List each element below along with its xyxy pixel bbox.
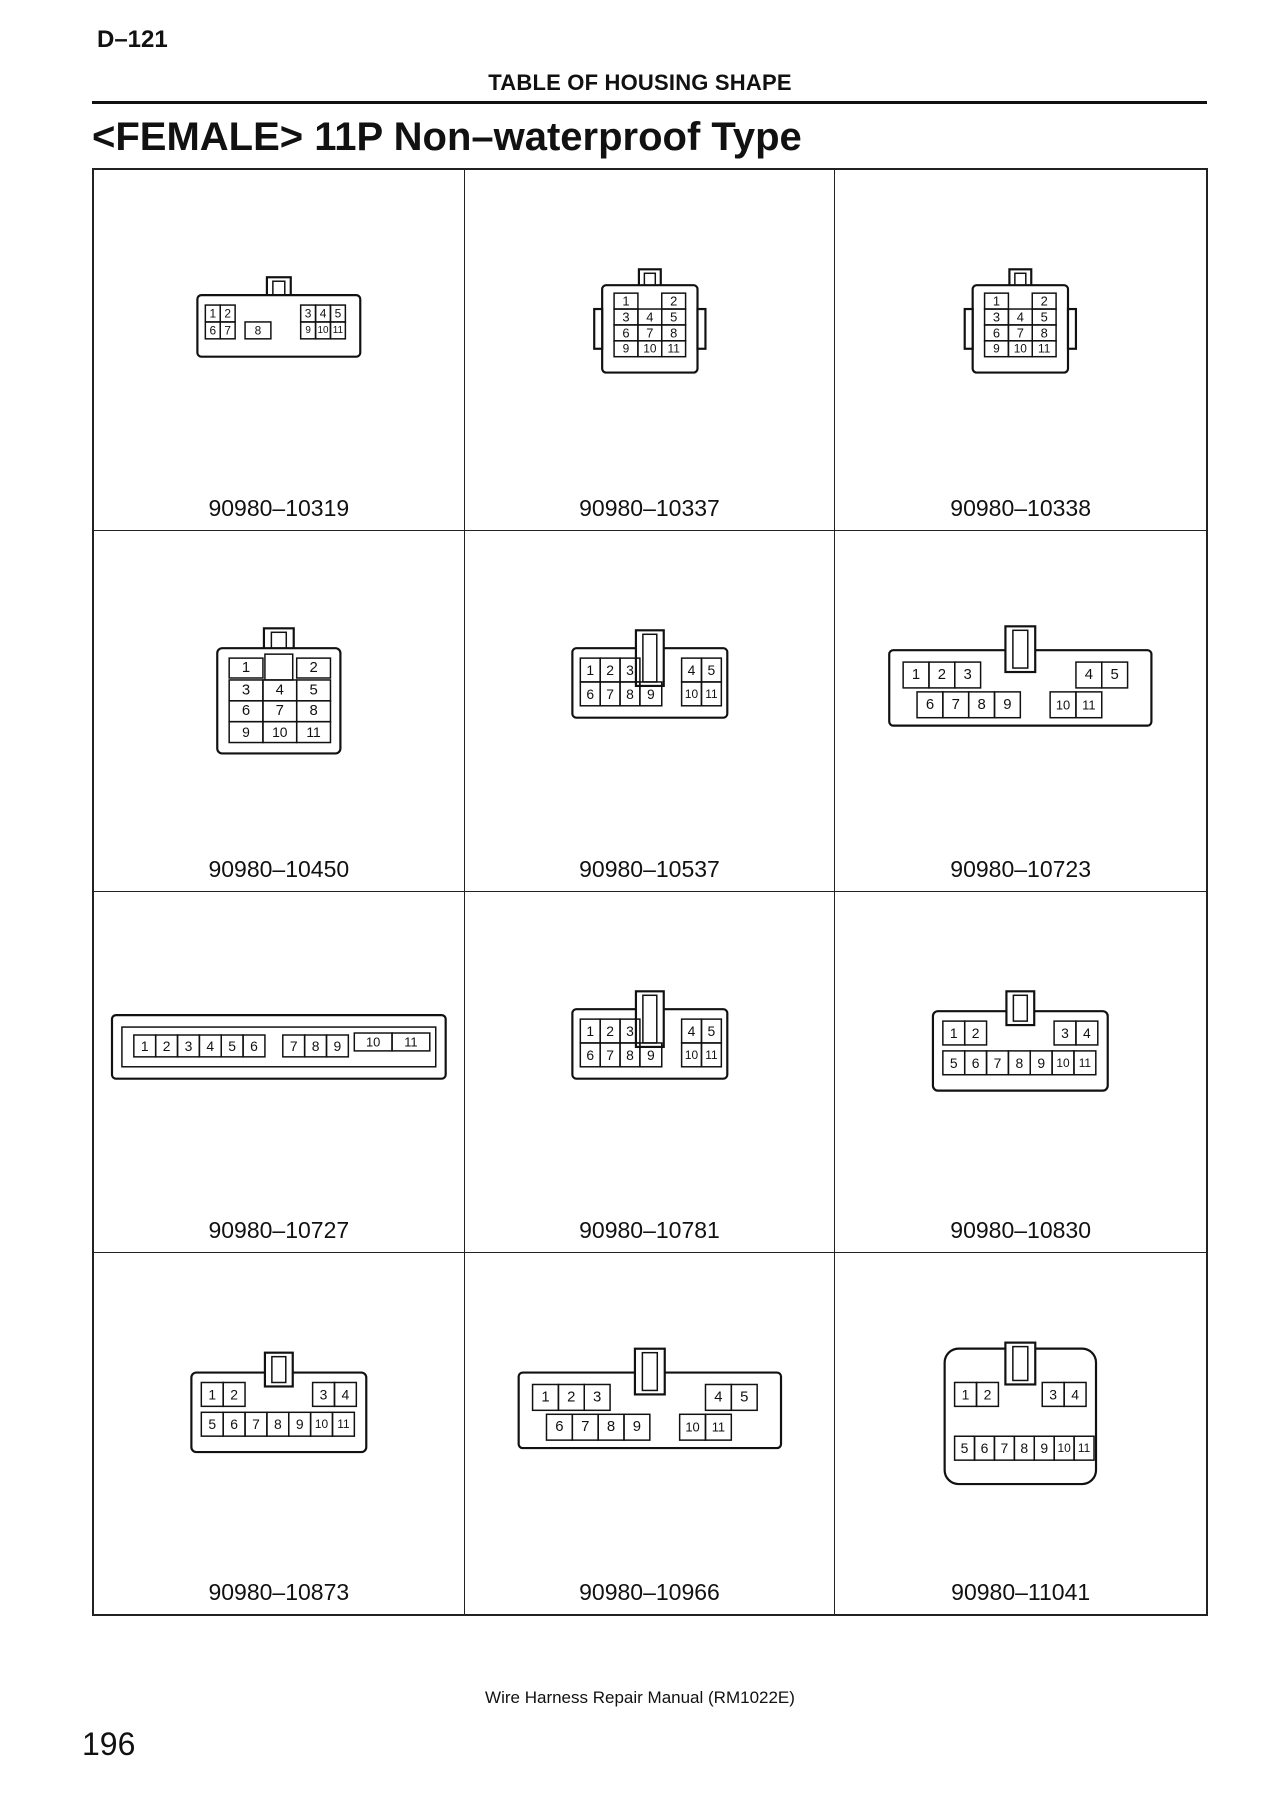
pin-label: 7 xyxy=(275,703,284,720)
pin-label: 1 xyxy=(993,293,1001,309)
connector-diagram-10337 xyxy=(465,170,835,458)
connector-cell-10873 xyxy=(94,1253,465,1614)
pin-label: 4 xyxy=(319,306,327,321)
pin-label: 8 xyxy=(606,1419,615,1436)
pin-label: 10 xyxy=(642,341,657,356)
pin-label: 7 xyxy=(1017,325,1025,341)
pin-label: 3 xyxy=(241,682,251,699)
pin-label: 2 xyxy=(938,667,947,683)
pin-label: 11 xyxy=(711,1419,725,1435)
pin-label: 5 xyxy=(1110,667,1120,683)
connector-diagram-11041 xyxy=(835,1253,1206,1542)
pin-label: 7 xyxy=(224,323,231,338)
connector-cell-10723 xyxy=(835,531,1206,892)
side-rib xyxy=(697,309,705,349)
pin-label: 6 xyxy=(993,325,1001,341)
page-title: <FEMALE> 11P Non–waterproof Type xyxy=(92,115,802,159)
pin-label: 7 xyxy=(580,1419,590,1436)
pin-label: 8 xyxy=(977,696,987,713)
part-number: 90980–10337 xyxy=(579,495,720,521)
lock-tab xyxy=(1007,991,1035,1025)
connector-diagram-10338 xyxy=(835,170,1206,458)
part-number: 90980–10873 xyxy=(208,1579,350,1605)
pin-label: 2 xyxy=(972,1025,980,1042)
pin-label: 5 xyxy=(669,309,677,325)
pin-label: 10 xyxy=(685,1419,700,1435)
pin-label: 7 xyxy=(252,1416,260,1433)
connector-cell-10727 xyxy=(94,892,465,1253)
pin-label: 4 xyxy=(687,662,696,679)
pin-label: 3 xyxy=(319,1386,328,1403)
side-rib xyxy=(965,309,973,349)
pin-label: 8 xyxy=(311,1037,320,1054)
pin-label: 9 xyxy=(1040,1440,1049,1457)
pin-label: 6 xyxy=(622,325,630,341)
part-number: 90980–10727 xyxy=(208,1217,350,1243)
connector-diagram-10727 xyxy=(94,892,464,1180)
pin-label: 1 xyxy=(140,1037,149,1054)
pin-label: 11 xyxy=(1082,697,1096,713)
pin-label: 1 xyxy=(208,1386,217,1403)
pin-label: 7 xyxy=(605,1046,614,1063)
pin-label: 2 xyxy=(669,293,677,309)
pin-label: 1 xyxy=(586,1023,594,1040)
pin-label: 10 xyxy=(684,1047,698,1062)
pin-label: 4 xyxy=(1083,1025,1092,1042)
pin-label: 5 xyxy=(228,1037,237,1054)
pin-label: 2 xyxy=(1040,293,1049,309)
page-number: 196 xyxy=(82,1726,136,1762)
connector-diagram-10723 xyxy=(835,531,1206,819)
pin-label: 5 xyxy=(309,682,318,699)
pin-label: 9 xyxy=(295,1416,304,1433)
pin-label: 10 xyxy=(314,1417,329,1432)
pin-label: 1 xyxy=(241,660,251,677)
connector-cell-11041 xyxy=(835,1253,1206,1614)
pin-label: 8 xyxy=(1015,1054,1024,1071)
pin-label: 1 xyxy=(622,293,630,309)
part-number: 90980–10450 xyxy=(208,856,350,882)
pin-label: 3 xyxy=(622,309,630,325)
pin-label: 8 xyxy=(254,323,262,338)
part-number: 90980–10966 xyxy=(579,1579,720,1605)
pin-label: 9 xyxy=(646,685,655,702)
pin-label: 3 xyxy=(184,1037,193,1054)
connector-cell-10781 xyxy=(465,892,836,1253)
pin-label: 4 xyxy=(645,309,654,325)
lock-tab xyxy=(1006,626,1036,672)
pin-label: 2 xyxy=(605,662,614,679)
connector-cell-10537 xyxy=(465,531,836,892)
part-number: 90980–10723 xyxy=(950,856,1092,882)
header-rule xyxy=(92,101,1207,104)
side-rib xyxy=(1068,309,1076,349)
pin-label: 1 xyxy=(586,662,594,679)
pin-label: 9 xyxy=(333,1037,342,1054)
pin-label: 8 xyxy=(625,685,634,702)
pin-label: 9 xyxy=(1037,1054,1046,1071)
pin-label: 11 xyxy=(337,1417,350,1432)
pin-label: 10 xyxy=(1056,697,1071,713)
pin-label: 7 xyxy=(645,325,654,341)
pin-label: 4 xyxy=(275,682,284,699)
lock-tab xyxy=(265,1353,293,1387)
pin-label: 11 xyxy=(404,1034,418,1050)
pin-label: 11 xyxy=(704,686,718,701)
pin-label: 9 xyxy=(305,324,311,336)
pin-label: 10 xyxy=(1014,341,1028,356)
pin-label: 5 xyxy=(739,1389,749,1406)
pin-label: 8 xyxy=(669,325,677,341)
connector-cell-10337 xyxy=(465,170,836,531)
connector-cell-10450 xyxy=(94,531,465,892)
pin-label: 8 xyxy=(625,1046,634,1063)
pin-label: 8 xyxy=(1020,1440,1029,1457)
pin-label: 5 xyxy=(334,306,342,321)
pin-label: 10 xyxy=(1056,1055,1070,1070)
pin-label: 1 xyxy=(950,1025,958,1042)
pin-label: 6 xyxy=(586,1046,594,1063)
pin-label: 1 xyxy=(209,306,217,321)
pin-label: 9 xyxy=(993,341,1001,356)
page-code: D–121 xyxy=(97,26,168,53)
pin-label: 5 xyxy=(961,1440,969,1457)
pin-label: 2 xyxy=(566,1389,576,1406)
part-number: 90980–11041 xyxy=(951,1579,1091,1605)
connector-cell-10338 xyxy=(835,170,1206,531)
pin-label: 8 xyxy=(273,1416,282,1433)
pin-label: 4 xyxy=(341,1386,350,1403)
pin-label: 7 xyxy=(993,1054,1002,1071)
pin-label: 9 xyxy=(1003,696,1012,713)
pin-label: 7 xyxy=(605,685,614,702)
manual-footer: Wire Harness Repair Manual (RM1022E) xyxy=(485,1688,795,1707)
pin-label: 9 xyxy=(646,1046,655,1063)
pin-label: 6 xyxy=(250,1037,258,1054)
pin-label: 8 xyxy=(309,703,318,720)
connector-diagram-10966 xyxy=(465,1253,835,1542)
pin-label: 11 xyxy=(1038,341,1051,356)
pin-label: 5 xyxy=(1040,309,1049,325)
connector-diagram-10873 xyxy=(94,1253,464,1542)
lock-tab xyxy=(1006,1343,1036,1385)
pin-label: 4 xyxy=(1017,309,1025,325)
pin-label: 6 xyxy=(980,1440,989,1457)
pin-label: 6 xyxy=(209,323,217,338)
pin-label: 3 xyxy=(993,309,1001,325)
pin-label: 11 xyxy=(667,341,680,356)
pin-label: 9 xyxy=(632,1419,641,1436)
pin-label: 6 xyxy=(586,685,594,702)
connector-diagram-10537 xyxy=(465,531,835,819)
pin-label: 2 xyxy=(162,1037,171,1054)
pin-label: 7 xyxy=(1000,1440,1009,1457)
part-number: 90980–10781 xyxy=(579,1217,720,1243)
pin-label: 5 xyxy=(950,1054,958,1071)
connector-diagram-10319 xyxy=(94,170,464,458)
housing-shape-table xyxy=(92,168,1208,1616)
part-number: 90980–10830 xyxy=(950,1217,1092,1243)
pin-label: 7 xyxy=(951,696,961,713)
pin-label: 9 xyxy=(622,341,629,356)
connector-cell-10319 xyxy=(94,170,465,531)
pin-label: 6 xyxy=(230,1416,238,1433)
pin-label: 11 xyxy=(704,1047,718,1062)
pin-label: 4 xyxy=(713,1389,723,1406)
part-number: 90980–10338 xyxy=(950,495,1092,521)
pin-label: 3 xyxy=(1061,1025,1070,1042)
lock-tab xyxy=(635,1349,665,1395)
pin-label: 11 xyxy=(1079,1055,1092,1070)
pin-label: 3 xyxy=(625,662,634,679)
pin-label: 10 xyxy=(365,1034,381,1050)
pin-label: 11 xyxy=(332,324,344,336)
pin-label: 2 xyxy=(230,1386,238,1403)
pin-label: 6 xyxy=(972,1054,980,1071)
pin-label: 4 xyxy=(687,1023,696,1040)
pin-label: 2 xyxy=(605,1023,614,1040)
pin-label: 11 xyxy=(1078,1441,1091,1456)
pin-label: 10 xyxy=(272,724,288,741)
pin-label: 11 xyxy=(306,724,321,741)
pin-label: 6 xyxy=(926,696,935,713)
pin-label: 4 xyxy=(1085,667,1094,683)
pin-label: 3 xyxy=(625,1023,634,1040)
connector-diagram-10450 xyxy=(94,531,464,819)
pin-label: 9 xyxy=(242,724,250,741)
part-number: 90980–10537 xyxy=(579,856,720,882)
pin-label: 2 xyxy=(309,660,318,677)
pin-label: 6 xyxy=(241,703,251,720)
pin-label: 2 xyxy=(224,306,231,321)
pin-label: 1 xyxy=(912,667,921,683)
connector-diagram-10781 xyxy=(465,892,835,1180)
pin-label: 4 xyxy=(1071,1386,1080,1403)
section-title: TABLE OF HOUSING SHAPE xyxy=(488,70,792,95)
pin-label: 10 xyxy=(1057,1441,1072,1456)
part-number: 90980–10319 xyxy=(208,495,350,521)
connector-cell-10830 xyxy=(835,892,1206,1253)
pin-label: 6 xyxy=(554,1419,564,1436)
pin-label: 3 xyxy=(592,1389,601,1406)
pin-label: 3 xyxy=(963,667,973,683)
pin-label: 3 xyxy=(304,306,312,321)
connector-cell-10966 xyxy=(465,1253,836,1614)
pin-label: 4 xyxy=(206,1037,215,1054)
pin-label: 8 xyxy=(1040,325,1049,341)
side-rib xyxy=(594,309,602,349)
pin-label: 10 xyxy=(684,686,698,701)
pin-label: 1 xyxy=(962,1386,970,1403)
pin-label: 5 xyxy=(208,1416,217,1433)
pin-label: 5 xyxy=(707,662,715,679)
pin-label: 7 xyxy=(289,1037,298,1054)
pin-label: 2 xyxy=(983,1386,992,1403)
pin-label: 3 xyxy=(1049,1386,1058,1403)
pin-label: 5 xyxy=(707,1023,715,1040)
connector-diagram-10830 xyxy=(835,892,1206,1180)
pin-label: 10 xyxy=(317,324,329,336)
pin-label: 1 xyxy=(541,1389,550,1406)
